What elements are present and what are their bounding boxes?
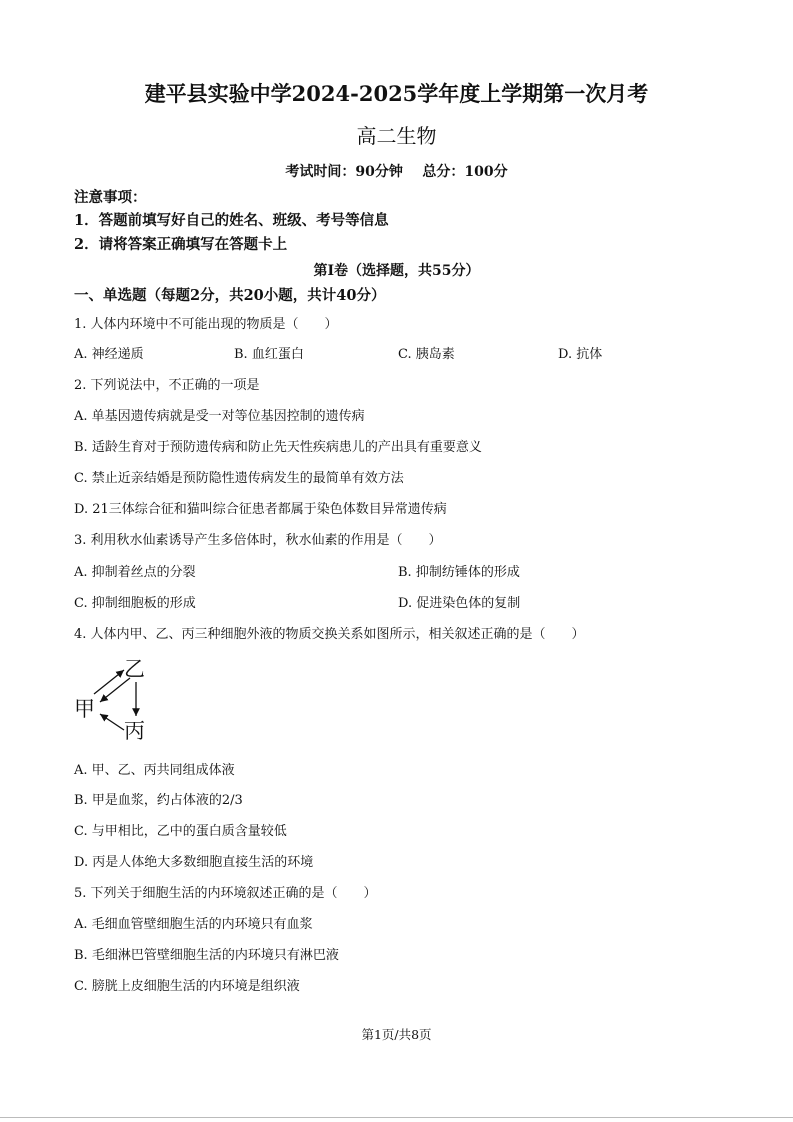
- question-1-option-a: A. 神经递质: [74, 347, 144, 362]
- question-2-option-a: A. 单基因遗传病就是受一对等位基因控制的遗传病: [74, 409, 365, 424]
- notice-item-2: 2．请将答案正确填写在答题卡上: [74, 236, 288, 253]
- question-1-option-b: B. 血红蛋白: [234, 347, 304, 362]
- arrow-jia-to-yi: [94, 670, 124, 694]
- question-4-option-c: C. 与甲相比，乙中的蛋白质含量较低: [74, 824, 287, 839]
- page-title: 建平县实验中学2024-2025学年度上学期第一次月考: [144, 81, 649, 106]
- question-4-stem: 4. 人体内甲、乙、丙三种细胞外液的物质交换关系如图所示，相关叙述正确的是（ ）: [74, 627, 585, 642]
- notice-item-1: 1．答题前填写好自己的姓名、班级、考号等信息: [74, 212, 389, 229]
- node-bing: 丙: [124, 719, 145, 743]
- question-3-option-d: D. 促进染色体的复制: [398, 596, 521, 611]
- question-4-option-d: D. 丙是人体绝大多数细胞直接生活的环境: [74, 855, 314, 870]
- question-2-option-b: B. 适龄生育对于预防遗传病和防止先天性疾病患儿的产出具有重要意义: [74, 440, 482, 455]
- question-1-option-c: C. 胰岛素: [398, 347, 455, 362]
- question-3-option-c: C. 抑制细胞板的形成: [74, 596, 196, 611]
- node-jia: 甲: [74, 697, 95, 721]
- fluid-exchange-diagram: [70, 650, 160, 750]
- question-3-option-a: A. 抑制着丝点的分裂: [74, 565, 196, 580]
- question-3-stem: 3. 利用秋水仙素诱导产生多倍体时，秋水仙素的作用是（ ）: [74, 533, 442, 548]
- page-footer: 第1页/共8页: [361, 1027, 432, 1042]
- subject-title: 高二生物: [356, 124, 437, 148]
- question-5-option-b: B. 毛细淋巴管壁细胞生活的内环境只有淋巴液: [74, 948, 339, 963]
- question-2-stem: 2. 下列说法中，不正确的一项是: [74, 378, 260, 393]
- page-bottom-border: [0, 1117, 793, 1118]
- question-1-stem: 1. 人体内环境中不可能出现的物质是（ ）: [74, 317, 338, 332]
- node-yi: 乙: [124, 657, 145, 681]
- question-5-stem: 5. 下列关于细胞生活的内环境叙述正确的是（ ）: [74, 886, 377, 901]
- question-2-option-c: C. 禁止近亲结婚是预防隐性遗传病发生的最简单有效方法: [74, 471, 404, 486]
- question-4-option-a: A. 甲、乙、丙共同组成体液: [74, 763, 235, 778]
- question-3-option-b: B. 抑制纺锤体的形成: [398, 565, 520, 580]
- question-4-option-b: B. 甲是血浆，约占体液的2/3: [74, 793, 243, 808]
- question-1-option-d: D. 抗体: [558, 347, 603, 362]
- question-5-option-a: A. 毛细血管壁细胞生活的内环境只有血浆: [74, 917, 313, 932]
- question-5-option-c: C. 膀胱上皮细胞生活的内环境是组织液: [74, 979, 300, 994]
- exam-info: 考试时间：90分钟 总分：100分: [285, 164, 508, 180]
- arrow-bing-to-jia: [100, 714, 124, 730]
- arrow-yi-to-jia: [100, 678, 130, 702]
- question-2-option-d: D. 21三体综合征和猫叫综合征患者都属于染色体数目异常遗传病: [74, 502, 447, 517]
- part-title: 一、单选题（每题2分，共20小题，共计40分）: [74, 287, 386, 304]
- section-title: 第I卷（选择题，共55分）: [313, 263, 480, 279]
- notice-heading: 注意事项：: [74, 189, 147, 206]
